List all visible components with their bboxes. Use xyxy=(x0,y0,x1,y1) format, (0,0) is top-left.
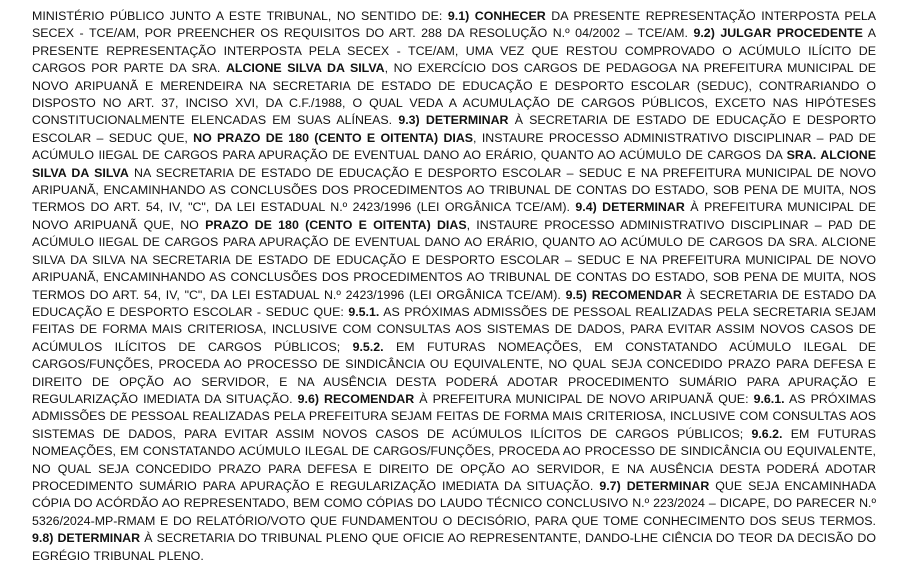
bold-text-segment: 9.6.1. xyxy=(753,391,785,406)
bold-text-segment: 9.2) JULGAR PROCEDENTE xyxy=(693,26,863,41)
bold-text-segment: 9.8) DETERMINAR xyxy=(32,531,141,546)
text-segment: À SECRETARIA DE ESTADO DA EDUCAÇÃO E DESPORTO ESCOLAR - SEDUC QUE: xyxy=(32,287,876,319)
text-segment: À SECRETARIA DE ESTADO DE EDUCAÇÃO E DESPORTO ESCOLAR – SEDUC QUE, xyxy=(32,113,876,145)
bold-text-segment: 9.6) RECOMENDAR xyxy=(297,391,415,406)
bold-text-segment: NO PRAZO DE 180 (CENTO E OITENTA) DIAS xyxy=(193,130,474,145)
bold-text-segment: 9.1) CONHECER xyxy=(447,9,546,23)
text-segment: , NO EXERCÍCIO DOS CARGOS DE PEDAGOGA NA PREFEITURA MUNICIPAL DE NOVO ARIPUANÃ E MERENDEIRA NA SECRETARIA DE ESTADO DE EDUCAÇÃO E DESPORTO ESCOLAR (SEDUC), CONTRARIANDO O DISPOSTO NO ART. 37, INCISO XVI, DA C.F./1988, O QUAL VEDA A ACUMULAÇÃO DE CARGOS PÚBLICOS, EXCETO NAS HIPÓTESES CONSTITUCIONALMENTE ELENCADAS EM SUAS ALÍNEAS. xyxy=(32,61,876,128)
text-segment: EM FUTURAS NOMEAÇÕES, EM CONSTATANDO ACÚMULO ILEGAL DE CARGOS/FUNÇÕES, PROCEDA AO PROCESSO DE SINDICÂNCIA OU EQUIVALENTE, NO QUAL SEJA CONCEDIDO PRAZO PARA DEFESA E DIREITO DE OPÇÃO AO SERVIDOR, E NA AUSÊNCIA DESTA PODERÁ ADOTAR PROCEDIMENTO SUMÁRIO PARA APURAÇÃO E REGULARIZAÇÃO IMEDIATA DA SITUAÇÃO. xyxy=(32,339,876,406)
bold-text-segment: 9.4) DETERMINAR xyxy=(575,200,685,215)
text-segment: DA PRESENTE REPRESENTAÇÃO INTERPOSTA PELA SECEX - TCE/AM, POR PREENCHER OS REQUISITOS DO ART. 288 DA RESOLUÇÃO N.º 04/2002 – TCE/AM. xyxy=(32,9,877,41)
text-segment: QUE SEJA ENCAMINHADA CÓPIA DO ACÓRDÃO AO REPRESENTADO, BEM COMO CÓPIAS DO LAUDO TÉCNICO CONCLUSIVO N.º 223/2024 – DICAPE, DO PARECER N.º 5326/2024-MP-RMAM E DO RELATÓRIO/VOTO QUE FUNDAMENTOU O DECISÓRIO, PARA QUE TOME CONHECIMENTO DOS SEUS TERMOS. xyxy=(32,478,876,528)
bold-text-segment: PRAZO DE 180 (CENTO E OITENTA) DIAS xyxy=(205,217,467,232)
text-segment: NA SECRETARIA DE ESTADO DE EDUCAÇÃO E DESPORTO ESCOLAR – SEDUC E NA PREFEITURA MUNICIPAL DE NOVO ARIPUANÃ, ENCAMINHANDO AS CONCLUSÕES DOS PROCEDIMENTOS AO TRIBUNAL DE CONTAS DO ESTADO, SOB PENA DE MUITA, NOS TERMOS DO ART. 54, IV, "C", DA LEI ESTADUAL N.º 2423/1996 (LEI ORGÂNICA TCE/AM). xyxy=(32,165,876,215)
bold-text-segment: 9.5.1. xyxy=(348,304,380,319)
bold-text-segment: SRA. ALCIONE SILVA DA SILVA xyxy=(32,148,877,180)
text-segment: AS PRÓXIMAS ADMISSÕES DE PESSOAL REALIZADAS PELA PREFEITURA SEJAM FEITAS DE FORMA MAIS CRITERIOSA, INCLUSIVE COM CONSULTAS AOS SISTEMAS DE DADOS, PARA EVITAR ASSIM NOVOS CASOS DE ACÚMULOS ILÍCITOS DE CARGOS PÚBLICOS; xyxy=(32,391,876,441)
bold-text-segment: 9.5) RECOMENDAR xyxy=(565,287,682,302)
bold-text-segment: ALCIONE SILVA DA SILVA xyxy=(225,61,385,76)
text-segment: À SECRETARIA DO TRIBUNAL PLENO QUE OFICIE AO REPRESENTANTE, DANDO-LHE CIÊNCIA DO TEOR DA DECISÃO DO EGRÉGIO TRIBUNAL PLENO. xyxy=(32,531,876,563)
text-segment: MINISTÉRIO PÚBLICO JUNTO A ESTE TRIBUNAL, NO SENTIDO DE: xyxy=(32,9,448,23)
text-segment: À PREFEITURA MUNICIPAL DE NOVO ARIPUANÃ QUE: xyxy=(414,391,754,406)
text-segment: EM FUTURAS NOMEAÇÕES, EM CONSTATANDO ACÚMULO ILEGAL DE CARGOS/FUNÇÕES, PROCEDA AO PROCESSO DE SINDICÂNCIA OU EQUIVALENTE, NO QUAL SEJA CONCEDIDO PRAZO PARA DEFESA E DIREITO DE OPÇÃO AO SERVIDOR, E NA AUSÊNCIA DESTA PODERÁ ADOTAR PROCEDIMENTO SUMÁRIO PARA APURAÇÃO E REGULARIZAÇÃO IMEDIATA DA SITUAÇÃO. xyxy=(32,426,876,493)
decision-paragraph xyxy=(32,8,876,565)
bold-text-segment: 9.5.2. xyxy=(352,339,384,354)
text-segment: , INSTAURE PROCESSO ADMINISTRATIVO DISCIPLINAR – PAD DE ACÚMULO IIEGAL DE CARGOS PARA APURAÇÃO DE EVENTUAL DANO AO ERÁRIO, QUANTO AO ACÚMULO DE CARGOS DA SRA. ALCIONE SILVA DA SILVA NA SECRETARIA DE ESTADO DE EDUCAÇÃO E DESPORTO ESCOLAR – SEDUC E NA PREFEITURA MUNICIPAL DE NOVO ARIPUANÃ, ENCAMINHANDO AS CONCLUSÕES DOS PROCEDIMENTOS AO TRIBUNAL DE CONTAS DO ESTADO, SOB PENA DE MUITA, NOS TERMOS DO ART. 54, IV, "C", DA LEI ESTADUAL N.º 2423/1996 (LEI ORGÂNICA TCE/AM). xyxy=(32,217,876,302)
bold-text-segment: 9.6.2. xyxy=(751,426,783,441)
text-segment: AS PRÓXIMAS ADMISSÕES DE PESSOAL REALIZADAS PELA SECRETARIA SEJAM FEITAS DE FORMA MAIS CRITERIOSA, INCLUSIVE COM CONSULTAS AOS SISTEMAS DE DADOS, PARA EVITAR ASSIM NOVOS CASOS DE ACÚMULOS ILÍCITOS DE CARGOS PÚBLICOS; xyxy=(32,304,876,354)
text-segment: À PREFEITURA MUNICIPAL DE NOVO ARIPUANÃ QUE, NO xyxy=(32,200,876,232)
text-segment: A PRESENTE REPRESENTAÇÃO INTERPOSTA PELA SECEX - TCE/AM, UMA VEZ QUE RESTOU COMPROVADO O ACÚMULO ILÍCITO DE CARGOS POR PARTE DA SRA. xyxy=(32,26,876,76)
text-segment: , INSTAURE PROCESSO ADMINISTRATIVO DISCIPLINAR – PAD DE ACÚMULO IIEGAL DE CARGOS PARA APURAÇÃO DE EVENTUAL DANO AO ERÁRIO, QUANTO AO ACÚMULO DE CARGOS DA xyxy=(32,130,876,163)
bold-text-segment: 9.3) DETERMINAR xyxy=(398,113,509,128)
bold-text-segment: 9.7) DETERMINAR xyxy=(599,478,710,493)
